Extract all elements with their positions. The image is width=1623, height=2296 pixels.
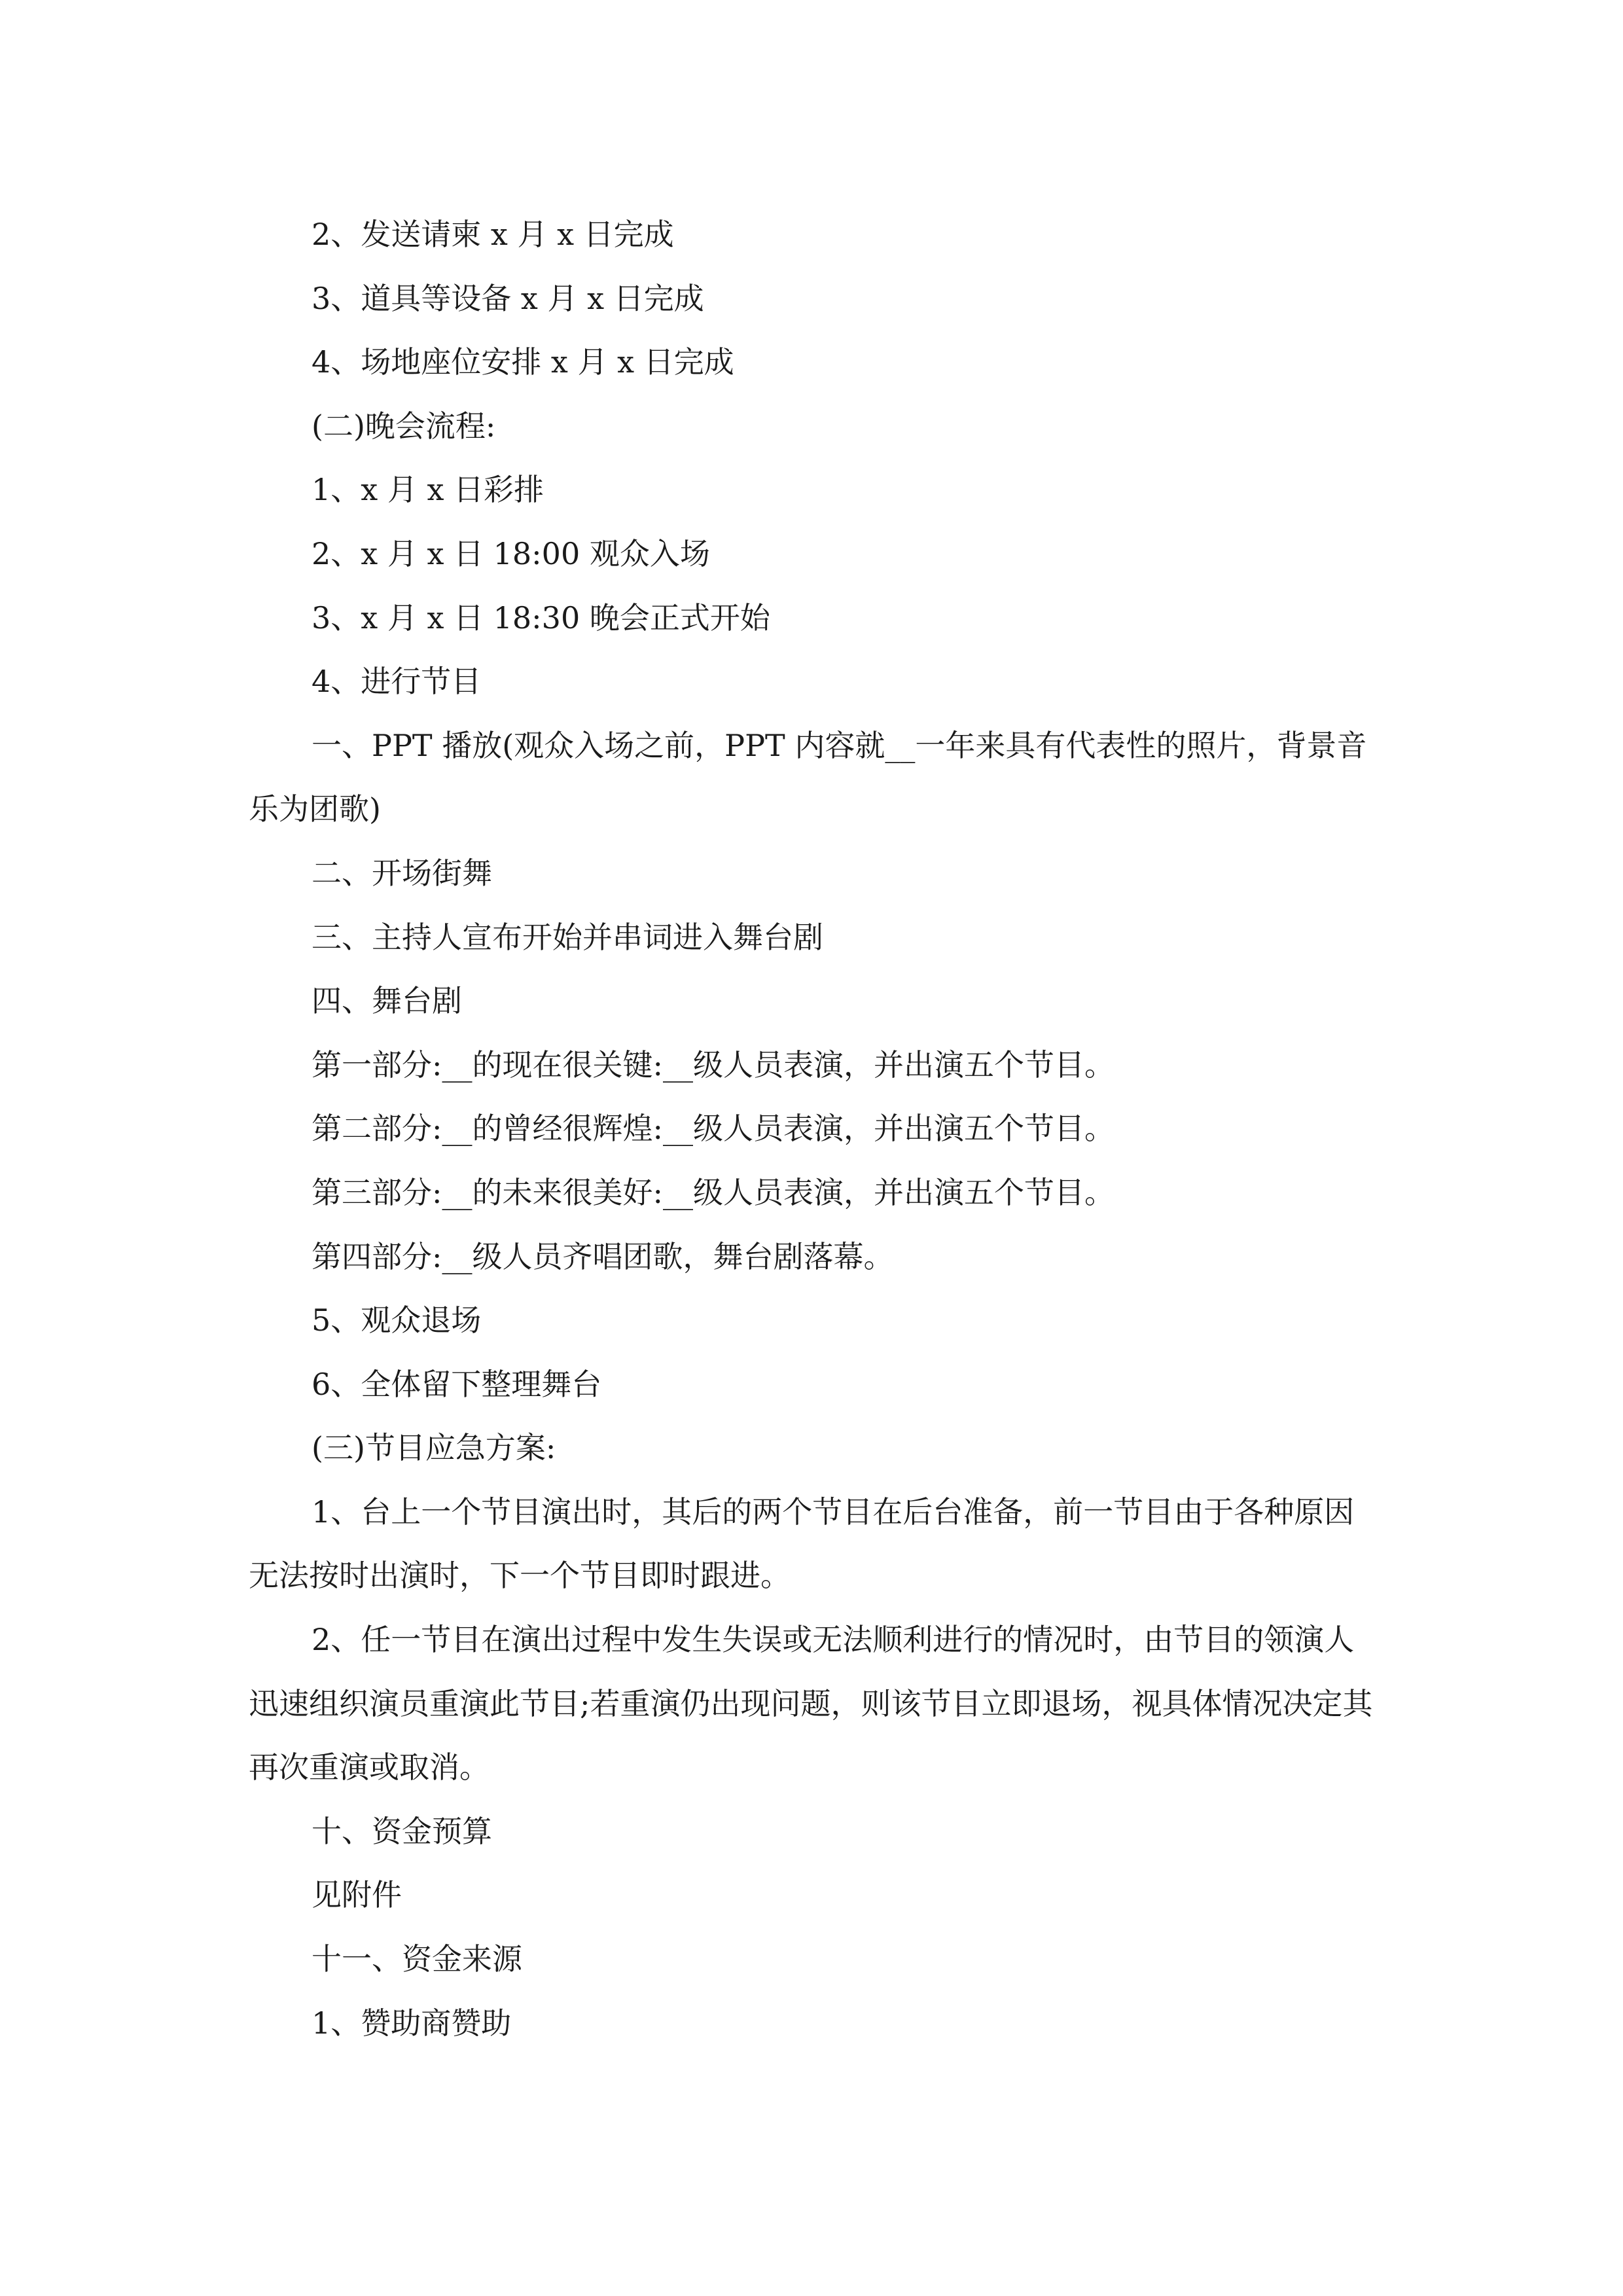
paragraph: 1、台上一个节目演出时，其后的两个节目在后台准备，前一节目由于各种原因无法按时出演时，下一个节目即时跟进。 — [249, 1494, 1355, 1594]
paragraph: 第二部分:__的曾经很辉煌:__级人员表演，并出演五个节目。 — [312, 1111, 1115, 1147]
paragraph: 三、主持人宣布开始并串词进入舞台剧 — [312, 919, 823, 955]
paragraph: 二、开场街舞 — [312, 855, 492, 891]
paragraph: 5、观众退场 — [312, 1302, 482, 1338]
document-body — [249, 203, 1374, 2055]
paragraph: 1、x 月 x 日彩排 — [312, 472, 544, 508]
section-heading: 十、资金预算 — [312, 1813, 492, 1849]
paragraph: 6、全体留下整理舞台 — [312, 1366, 602, 1402]
paragraph: 2、任一节目在演出过程中发生失误或无法顺利进行的情况时，由节目的领演人迅速组织演员重演此节目;若重演仍出现问题，则该节目立即退场，视具体情况决定其再次重演或取消。 — [249, 1622, 1373, 1785]
paragraph: 3、道具等设备 x 月 x 日完成 — [312, 280, 704, 316]
paragraph: 4、场地座位安排 x 月 x 日完成 — [312, 344, 734, 380]
paragraph: 4、进行节目 — [312, 664, 482, 700]
paragraph: 1、赞助商赞助 — [312, 2005, 512, 2041]
section-heading: 十一、资金来源 — [312, 1941, 522, 1977]
paragraph: 2、发送请柬 x 月 x 日完成 — [312, 217, 674, 252]
paragraph: 3、x 月 x 日 18:30 晚会正式开始 — [312, 600, 770, 636]
section-heading: (二)晚会流程: — [312, 408, 496, 444]
paragraph: 第三部分:__的未来很美好:__级人员表演，并出演五个节目。 — [312, 1174, 1115, 1210]
paragraph: 第四部分:__级人员齐唱团歌，舞台剧落幕。 — [312, 1238, 894, 1274]
section-heading: (三)节目应急方案: — [312, 1430, 556, 1466]
paragraph: 见附件 — [312, 1877, 402, 1913]
paragraph: 四、舞台剧 — [312, 983, 462, 1019]
paragraph: 2、x 月 x 日 18:00 观众入场 — [312, 535, 710, 571]
paragraph: 第一部分:__的现在很关键:__级人员表演，并出演五个节目。 — [312, 1047, 1115, 1083]
paragraph: 一、PPT 播放(观众入场之前，PPT 内容就__一年来具有代表性的照片，背景音乐为团歌) — [249, 727, 1367, 827]
